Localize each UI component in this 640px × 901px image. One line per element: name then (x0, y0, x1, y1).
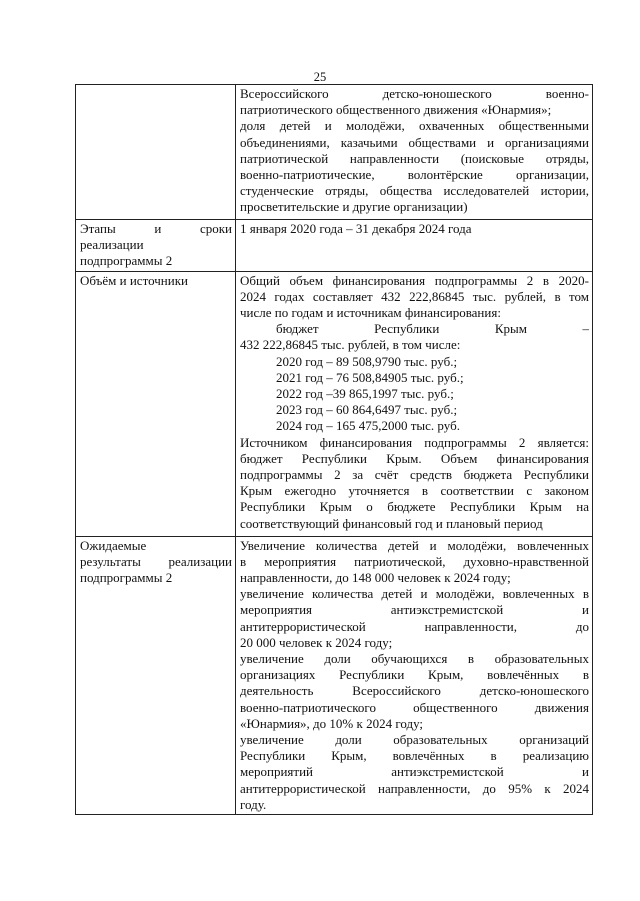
content-line: подпрограммы 2 за счёт средств бюджета Республики (240, 467, 589, 483)
row-label-cell (76, 536, 236, 814)
content-line: военно-патриотические, волонтёрские организации, (240, 167, 589, 183)
label-line: Ожидаемые (80, 537, 147, 553)
content-line: 2023 год – 60 864,6497 тыс. руб.; (276, 402, 458, 418)
label-line: подпрограммы 2 (80, 570, 173, 586)
content-line: Республики Крым, вовлечённых в реализацию (240, 748, 589, 764)
content-line: числе по годам и источникам финансирования: (240, 305, 501, 321)
content-line: увеличение доли образовательных организаций (240, 732, 589, 748)
content-line: мероприятия антиэкстремистской и (240, 602, 589, 618)
content-line: 2024 год – 165 475,2000 тыс. руб. (276, 418, 460, 434)
content-line: организациях Республики Крым, вовлечённых в (240, 667, 589, 683)
content-line: 20 000 человек к 2024 году; (240, 634, 393, 650)
content-line: мероприятий антиэкстремистской и (240, 764, 589, 780)
content-line: 1 января 2020 года – 31 декабря 2024 года (240, 221, 472, 236)
content-line: военно-патриотического общественного движения (240, 699, 589, 715)
content-line: доля детей и молодёжи, охваченных общественными (240, 118, 589, 134)
content-line: Всероссийского детско-юношеского военно- (240, 86, 589, 101)
content-line: антитеррористической направленности, до (240, 618, 589, 634)
content-line: Общий объем финансирования подпрограммы 2 в 2020- (240, 272, 589, 288)
content-line: 432 222,86845 тыс. рублей, в том числе: (240, 337, 461, 353)
content-line: Увеличение количества детей и молодёжи, вовлеченных (240, 537, 589, 553)
content-line: году. (240, 796, 267, 812)
content-line: увеличение доли обучающихся в образовательных (240, 651, 589, 667)
page-number: 25 (313, 70, 327, 84)
content-line: 2020 год – 89 508,9790 тыс. руб.; (276, 353, 458, 369)
content-line: объединениями, казачьими обществами и организациями (240, 134, 589, 150)
row-content-cell (236, 536, 593, 814)
content-line: в мероприятия патриотической, духовно-нравственной (240, 553, 589, 569)
content-line: Источником финансирования подпрограммы 2 является: (240, 434, 589, 450)
content-line: бюджет Республики Крым. Объем финансирования (240, 450, 589, 466)
content-line: увеличение количества детей и молодёжи, вовлеченных в (240, 586, 589, 602)
content-line: Крым ежегодно уточняется в соответствии с законом (240, 483, 589, 499)
row-label-cell (76, 220, 236, 272)
content-line: патриотического общественного движения «Юнармия»; (240, 102, 552, 118)
row-content-cell (236, 85, 593, 220)
label-line: Объём и источники (80, 272, 188, 288)
table-row (76, 271, 593, 536)
label-line: результаты реализации (80, 553, 232, 569)
content-line: 2021 год – 76 508,84905 тыс. руб.; (276, 369, 464, 385)
row-content-cell (236, 220, 593, 272)
table-row (76, 536, 593, 814)
subprogram-passport-table (75, 84, 593, 815)
content-line: студенческие отряды, общества исследователей истории, (240, 183, 589, 199)
content-line: 2022 год –39 865,1997 тыс. руб.; (276, 386, 454, 402)
label-line: Этапы и сроки (80, 221, 232, 236)
label-line: подпрограммы 2 (80, 253, 173, 269)
content-line: соответствующий финансовый год и плановый период (240, 515, 543, 531)
content-line: деятельность Всероссийского детско-юношеского (240, 683, 589, 699)
content-line: направленности, до 148 000 человек к 2024 году; (240, 570, 511, 586)
content-line: «Юнармия», до 10% к 2024 году; (240, 715, 424, 731)
content-line: 2024 годах составляет 432 222,86845 тыс. рублей, в том (240, 288, 589, 304)
content-line: Республики Крым о бюджете Республики Крым на (240, 499, 589, 515)
content-line: бюджет Республики Крым – (276, 321, 589, 337)
content-line: антитеррористической направленности, до 95% к 2024 (240, 780, 589, 796)
table-row (76, 220, 593, 272)
label-line: реализации (80, 237, 144, 253)
table-row (76, 85, 593, 220)
content-line: патриотической направленности (поисковые отряды, (240, 150, 589, 166)
row-label-cell (76, 271, 236, 536)
row-label-cell (76, 85, 236, 220)
content-line: просветительские и другие организации) (240, 199, 468, 215)
row-content-cell (236, 271, 593, 536)
